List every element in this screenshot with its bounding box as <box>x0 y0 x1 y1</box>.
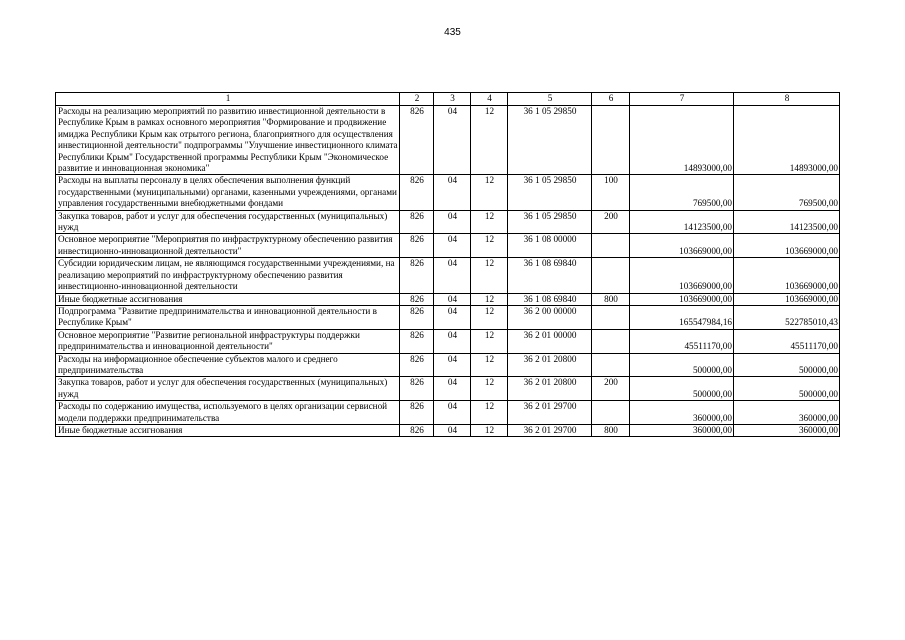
expense-type-code: 100 <box>592 175 630 210</box>
expense-name: Закупка товаров, работ и услуг для обеспечения государственных (муниципальных) нужд <box>56 377 400 401</box>
ministry-code: 826 <box>400 293 434 305</box>
section-code: 04 <box>434 210 471 234</box>
amount-col-8: 500000,00 <box>734 377 840 401</box>
target-article-code: 36 1 08 69840 <box>508 258 592 293</box>
budget-table <box>55 92 840 437</box>
expense-name: Субсидии юридическим лицам, не являющимся государственными учреждениями, на реализацию мероприятий по инфраструктурному обеспечению развития инвестиционно-инновационной деятельности <box>56 258 400 293</box>
column-header-2: 2 <box>400 93 434 106</box>
section-code: 04 <box>434 175 471 210</box>
ministry-code: 826 <box>400 329 434 353</box>
target-article-code: 36 2 00 00000 <box>508 305 592 329</box>
amount-col-7: 103669000,00 <box>630 293 734 305</box>
ministry-code: 826 <box>400 424 434 436</box>
section-code: 04 <box>434 401 471 425</box>
expense-type-code <box>592 234 630 258</box>
section-code: 04 <box>434 424 471 436</box>
target-article-code: 36 2 01 29700 <box>508 401 592 425</box>
amount-col-7: 360000,00 <box>630 424 734 436</box>
ministry-code: 826 <box>400 377 434 401</box>
target-article-code: 36 2 01 20800 <box>508 377 592 401</box>
subsection-code: 12 <box>471 210 508 234</box>
subsection-code: 12 <box>471 305 508 329</box>
amount-col-8: 500000,00 <box>734 353 840 377</box>
table-row <box>56 106 840 175</box>
table-row <box>56 293 840 305</box>
subsection-code: 12 <box>471 329 508 353</box>
amount-col-8: 360000,00 <box>734 401 840 425</box>
expense-type-code: 200 <box>592 210 630 234</box>
amount-col-8: 103669000,00 <box>734 293 840 305</box>
ministry-code: 826 <box>400 234 434 258</box>
target-article-code: 36 1 05 29850 <box>508 175 592 210</box>
amount-col-8: 103669000,00 <box>734 234 840 258</box>
amount-col-8: 769500,00 <box>734 175 840 210</box>
section-code: 04 <box>434 353 471 377</box>
expense-type-code: 800 <box>592 424 630 436</box>
section-code: 04 <box>434 305 471 329</box>
target-article-code: 36 1 05 29850 <box>508 106 592 175</box>
subsection-code: 12 <box>471 293 508 305</box>
amount-col-7: 500000,00 <box>630 353 734 377</box>
expense-name: Основное мероприятие "Мероприятия по инфраструктурному обеспечению развития инвестиционно-инновационной деятельности" <box>56 234 400 258</box>
amount-col-7: 103669000,00 <box>630 234 734 258</box>
table-row <box>56 210 840 234</box>
subsection-code: 12 <box>471 106 508 175</box>
section-code: 04 <box>434 258 471 293</box>
expense-type-code: 200 <box>592 377 630 401</box>
subsection-code: 12 <box>471 424 508 436</box>
column-header-5: 5 <box>508 93 592 106</box>
expense-type-code <box>592 106 630 175</box>
target-article-code: 36 1 05 29850 <box>508 210 592 234</box>
subsection-code: 12 <box>471 377 508 401</box>
ministry-code: 826 <box>400 106 434 175</box>
expense-name: Расходы на информационное обеспечение субъектов малого и среднего предпринимательства <box>56 353 400 377</box>
table-row <box>56 377 840 401</box>
target-article-code: 36 2 01 00000 <box>508 329 592 353</box>
column-header-6: 6 <box>592 93 630 106</box>
amount-col-7: 769500,00 <box>630 175 734 210</box>
subsection-code: 12 <box>471 234 508 258</box>
ministry-code: 826 <box>400 258 434 293</box>
ministry-code: 826 <box>400 401 434 425</box>
expense-name: Расходы на выплаты персоналу в целях обеспечения выполнения функций государственными (муниципальными) органами, казенными учреждениями, органами управления государственными внебюджетными фондами <box>56 175 400 210</box>
target-article-code: 36 2 01 29700 <box>508 424 592 436</box>
expense-type-code <box>592 258 630 293</box>
amount-col-7: 500000,00 <box>630 377 734 401</box>
expense-type-code <box>592 329 630 353</box>
ministry-code: 826 <box>400 210 434 234</box>
section-code: 04 <box>434 234 471 258</box>
section-code: 04 <box>434 106 471 175</box>
ministry-code: 826 <box>400 175 434 210</box>
amount-col-8: 45511170,00 <box>734 329 840 353</box>
table-row <box>56 234 840 258</box>
amount-col-7: 45511170,00 <box>630 329 734 353</box>
amount-col-7: 14123500,00 <box>630 210 734 234</box>
expense-name: Иные бюджетные ассигнования <box>56 424 400 436</box>
section-code: 04 <box>434 329 471 353</box>
column-header-7: 7 <box>630 93 734 106</box>
expense-name: Закупка товаров, работ и услуг для обеспечения государственных (муниципальных) нужд <box>56 210 400 234</box>
expense-name: Подпрограмма "Развитие предпринимательства и инновационной деятельности в Республике Крым" <box>56 305 400 329</box>
ministry-code: 826 <box>400 353 434 377</box>
target-article-code: 36 2 01 20800 <box>508 353 592 377</box>
amount-col-7: 360000,00 <box>630 401 734 425</box>
expense-name: Иные бюджетные ассигнования <box>56 293 400 305</box>
column-header-1: 1 <box>56 93 400 106</box>
section-code: 04 <box>434 293 471 305</box>
amount-col-7: 14893000,00 <box>630 106 734 175</box>
section-code: 04 <box>434 377 471 401</box>
expense-type-code: 800 <box>592 293 630 305</box>
table-row <box>56 353 840 377</box>
expense-type-code <box>592 401 630 425</box>
column-header-8: 8 <box>734 93 840 106</box>
table-row <box>56 305 840 329</box>
expense-name: Основное мероприятие "Развитие региональной инфраструктуры поддержки предпринимательства и инновационной деятельности" <box>56 329 400 353</box>
amount-col-7: 165547984,16 <box>630 305 734 329</box>
amount-col-8: 14893000,00 <box>734 106 840 175</box>
subsection-code: 12 <box>471 401 508 425</box>
expense-name: Расходы по содержанию имущества, используемого в целях организации сервисной модели поддержки предпринимательства <box>56 401 400 425</box>
target-article-code: 36 1 08 69840 <box>508 293 592 305</box>
column-header-4: 4 <box>471 93 508 106</box>
amount-col-7: 103669000,00 <box>630 258 734 293</box>
page-number: 435 <box>444 27 461 38</box>
amount-col-8: 103669000,00 <box>734 258 840 293</box>
table-row <box>56 175 840 210</box>
table-row <box>56 401 840 425</box>
amount-col-8: 360000,00 <box>734 424 840 436</box>
column-number-row <box>56 93 840 106</box>
subsection-code: 12 <box>471 353 508 377</box>
table-row <box>56 258 840 293</box>
amount-col-8: 522785010,43 <box>734 305 840 329</box>
expense-type-code <box>592 305 630 329</box>
ministry-code: 826 <box>400 305 434 329</box>
subsection-code: 12 <box>471 175 508 210</box>
expense-name: Расходы на реализацию мероприятий по развитию инвестиционной деятельности в Республике Крым в рамках основного мероприятия "Формирование и продвижение имиджа Республики Крым как отрытого региона, благоприятного для осуществления инвестиционной деятельности" подпрограммы "Улучшение инвестиционного климата Республики Крым" Государственной программы Республики Крым "Экономическое развитие и инновационная экономика" <box>56 106 400 175</box>
table-row <box>56 424 840 436</box>
table-row <box>56 329 840 353</box>
column-header-3: 3 <box>434 93 471 106</box>
amount-col-8: 14123500,00 <box>734 210 840 234</box>
subsection-code: 12 <box>471 258 508 293</box>
expense-type-code <box>592 353 630 377</box>
target-article-code: 36 1 08 00000 <box>508 234 592 258</box>
